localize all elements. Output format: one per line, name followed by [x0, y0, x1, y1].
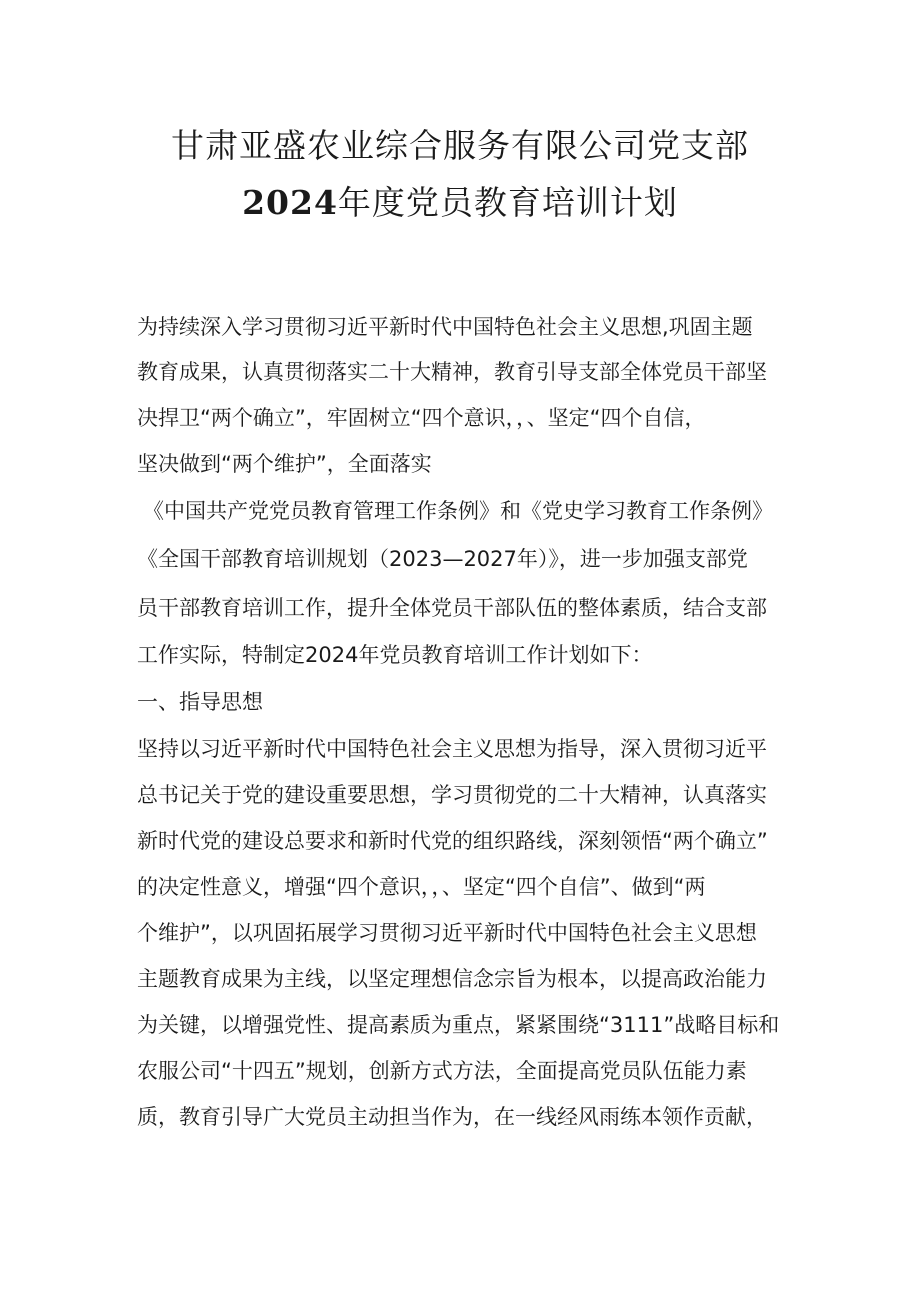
body-line: 新时代党的建设总要求和新时代党的组织路线，深刻领悟“两个确立” — [137, 829, 768, 853]
body-line: 总书记关于党的建设重要思想，学习贯彻党的二十大精神，认真落实 — [137, 783, 767, 807]
body-line: 农服公司“十四五”规划，创新方式方法，全面提高党员队伍能力素 — [137, 1059, 747, 1083]
document-title-line-1: 甘肃亚盛农业综合服务有限公司党支部 — [171, 126, 749, 165]
title-rest: 年度党员教育培训计划 — [337, 183, 678, 222]
body-line: 个维护”，以巩固拓展学习贯彻习近平新时代中国特色社会主义思想 — [137, 921, 757, 945]
body-line: 为持续深入学习贯彻习近平新时代中国特色社会主义思想,巩固主题 — [137, 315, 753, 339]
section-heading: 一、指导思想 — [137, 690, 263, 714]
title-year: 2024 — [242, 183, 338, 222]
body-line: 质，教育引导广大党员主动担当作为，在一线经风雨练本领作贡献， — [137, 1105, 767, 1129]
body-line: 《中国共产党党员教育管理工作条例》和《党史学习教育工作条例》 — [143, 499, 773, 523]
body-line: 《全国干部教育培训规划（2023—2027年）》，进一步加强支部党 — [137, 547, 748, 571]
document-title-line-2 — [0, 177, 920, 224]
body-line: 为关键，以增强党性、提高素质为重点，紧紧围绕“3111”战略目标和 — [137, 1013, 780, 1037]
body-line: 决捍卫“两个确立”，牢固树立“四个意识，，、坚定“四个自信， — [137, 406, 706, 430]
body-line: 教育成果，认真贯彻落实二十大精神，教育引导支部全体党员干部坚 — [137, 360, 767, 384]
body-line: 坚持以习近平新时代中国特色社会主义思想为指导，深入贯彻习近平 — [137, 737, 767, 761]
body-line: 员干部教育培训工作，提升全体党员干部队伍的整体素质，结合支部 — [137, 596, 767, 620]
body-line: 的决定性意义，增强“四个意识，，、坚定“四个自信”、做到“两 — [137, 875, 706, 899]
body-line: 主题教育成果为主线，以坚定理想信念宗旨为根本，以提高政治能力 — [137, 967, 767, 991]
body-line: 坚决做到“两个维护”，全面落实 — [137, 452, 432, 476]
body-line: 工作实际，特制定2024年党员教育培训工作计划如下： — [137, 643, 653, 667]
